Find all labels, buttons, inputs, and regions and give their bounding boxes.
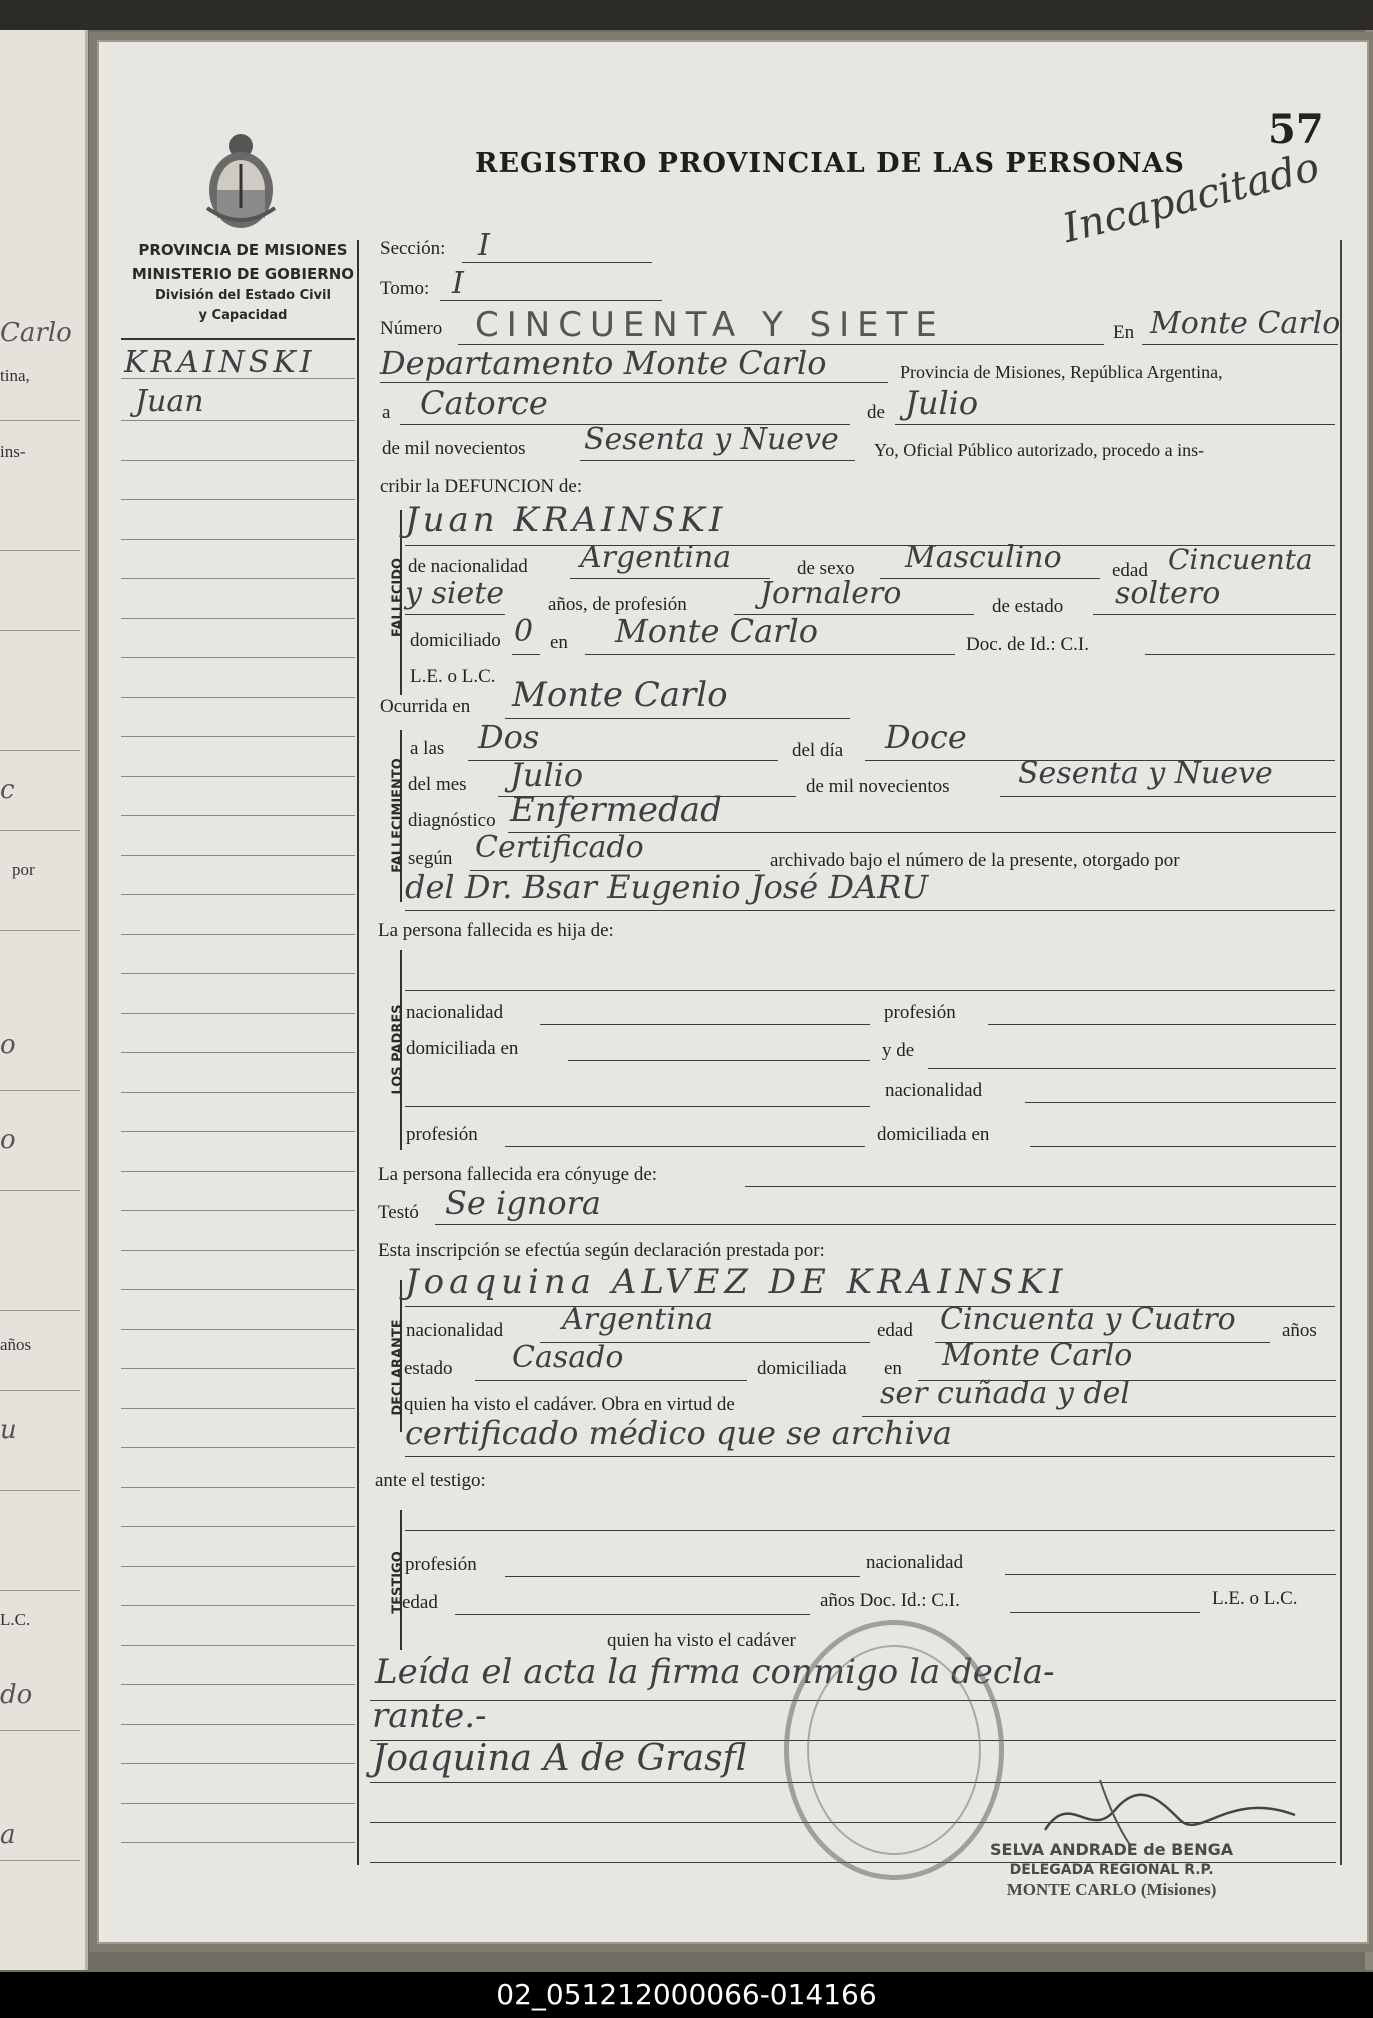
margin-ruled-line bbox=[121, 1526, 355, 1527]
medico-value: del Dr. Bsar Eugenio José DARU bbox=[405, 868, 929, 906]
edad-cont-value: y siete bbox=[405, 576, 505, 611]
left-fragment: do bbox=[0, 1680, 33, 1710]
left-rule bbox=[0, 630, 80, 631]
left-rule bbox=[0, 550, 80, 551]
left-rule bbox=[0, 1390, 80, 1391]
quien-visto-label: quien ha visto el cadáver. Obra en virtud de bbox=[404, 1394, 735, 1415]
padre-profesion-line bbox=[988, 1024, 1336, 1025]
left-fragment: años bbox=[0, 1335, 32, 1354]
sexo-label: de sexo bbox=[797, 558, 855, 579]
testigo-le-lc-label: L.E. o L.C. bbox=[1212, 1588, 1298, 1609]
margin-ruled-line bbox=[121, 1803, 355, 1804]
left-fragment: ins- bbox=[0, 442, 26, 461]
testigo-line bbox=[405, 1530, 1335, 1531]
domicilio-en-line bbox=[585, 654, 955, 655]
decl-estado-label: estado bbox=[404, 1358, 453, 1379]
margin-ruled-line bbox=[121, 1368, 355, 1369]
decl-anios-label: años bbox=[1282, 1320, 1317, 1341]
left-fragment: por bbox=[12, 860, 35, 879]
estado-label: de estado bbox=[992, 596, 1064, 617]
margin-ruled-line bbox=[121, 1447, 355, 1448]
edad-label: edad bbox=[1112, 560, 1148, 581]
de-mil-label: de mil novecientos bbox=[382, 438, 526, 459]
margin-ruled-line bbox=[121, 378, 355, 379]
de-mil2-label: de mil novecientos bbox=[806, 776, 950, 797]
mes-value: Julio bbox=[905, 384, 979, 422]
dia-value: Catorce bbox=[420, 384, 548, 422]
le-lc-label: L.E. o L.C. bbox=[410, 666, 496, 687]
margin-ruled-line bbox=[121, 736, 355, 737]
margin-top-rule bbox=[121, 338, 355, 340]
margin-ruled-line bbox=[121, 578, 355, 579]
hija-de-label: La persona fallecida es hija de: bbox=[378, 920, 614, 941]
anio-line bbox=[580, 460, 855, 461]
left-fragment: tina, bbox=[0, 366, 30, 385]
decl-domiciliada-label: domiciliada bbox=[757, 1358, 847, 1379]
left-rule bbox=[0, 1860, 80, 1861]
obra-line2 bbox=[405, 1456, 1335, 1457]
decl-edad-label: edad bbox=[877, 1320, 913, 1341]
left-fragment: o bbox=[0, 1125, 16, 1155]
margin-ruled-line bbox=[121, 815, 355, 816]
left-fragment: L.C. bbox=[0, 1610, 31, 1629]
numero-value: CINCUENTA Y SIETE bbox=[475, 305, 945, 345]
margin-ruled-line bbox=[121, 1842, 355, 1843]
declarante-value: Joaquina ALVEZ DE KRAINSKI bbox=[405, 1262, 1068, 1302]
margin-ruled-line bbox=[121, 934, 355, 935]
page-number: 57 bbox=[1268, 106, 1324, 153]
official-seal bbox=[784, 1620, 1004, 1880]
decl-estado-line bbox=[475, 1380, 747, 1381]
conyuge-line bbox=[745, 1186, 1336, 1187]
testo-value: Se ignora bbox=[445, 1184, 601, 1222]
anio-fall-value: Sesenta y Nueve bbox=[1018, 756, 1273, 791]
cierre-text2: rante.- bbox=[372, 1696, 487, 1736]
testo-label: Testó bbox=[378, 1202, 419, 1223]
margin-ruled-line bbox=[121, 1763, 355, 1764]
obra-value: ser cuñada y del bbox=[880, 1376, 1131, 1411]
en-label: En bbox=[1113, 322, 1135, 343]
padres-side-label: LOS PADRES bbox=[390, 1004, 406, 1095]
left-fragment: o bbox=[0, 1030, 16, 1060]
left-fragment: c bbox=[0, 775, 15, 805]
background-top bbox=[0, 0, 1373, 30]
margin-ruled-line bbox=[121, 1171, 355, 1172]
cierre-text1: Leída el acta la firma conmigo la decla- bbox=[375, 1652, 1055, 1692]
conyuge-label: La persona fallecida era cónyuge de: bbox=[378, 1164, 658, 1185]
margin-ruled-line bbox=[121, 499, 355, 500]
ante-testigo-label: ante el testigo: bbox=[375, 1470, 486, 1491]
mes-fall-value: Julio bbox=[510, 756, 584, 794]
tomo-line bbox=[440, 300, 662, 301]
top-annotation: Incapacitado bbox=[1058, 143, 1324, 253]
office-ministry: MINISTERIO DE GOBIERNO bbox=[131, 265, 355, 283]
official-role: DELEGADA REGIONAL R.P. bbox=[1009, 1862, 1214, 1878]
left-rule bbox=[0, 1490, 80, 1491]
margin-ruled-line bbox=[121, 1329, 355, 1330]
padre-line bbox=[405, 990, 1335, 991]
ocurrida-value: Monte Carlo bbox=[512, 675, 728, 715]
madre-line bbox=[928, 1068, 1336, 1069]
numero-label: Número bbox=[380, 318, 443, 339]
margin-ruled-line bbox=[121, 1487, 355, 1488]
padre-nacionalidad-line bbox=[540, 1024, 870, 1025]
domicilio-en-value: Monte Carlo bbox=[615, 612, 818, 650]
ocurrida-label: Ocurrida en bbox=[380, 696, 471, 717]
margin-ruled-line bbox=[121, 776, 355, 777]
madre-domicilio-label: domiciliada en bbox=[877, 1124, 990, 1145]
coat-of-arms-icon bbox=[203, 128, 279, 232]
dia-fall-value: Doce bbox=[885, 718, 967, 756]
anio-fall-line bbox=[1000, 796, 1336, 797]
margin-ruled-line bbox=[121, 460, 355, 461]
margin-ruled-line bbox=[121, 1408, 355, 1409]
madre-nacionalidad-line bbox=[1025, 1102, 1336, 1103]
left-rule bbox=[0, 1310, 80, 1311]
testigo-profesion-line bbox=[505, 1576, 860, 1577]
left-rule bbox=[0, 830, 80, 831]
inscripcion-label: Esta inscripción se efectúa según declaración prestada por: bbox=[378, 1240, 825, 1261]
madre-profesion-label: profesión bbox=[406, 1124, 478, 1145]
profesion-value: Jornalero bbox=[760, 576, 902, 611]
margin-ruled-line bbox=[121, 1289, 355, 1290]
testigo-profesion-label: profesión bbox=[405, 1554, 477, 1575]
decl-nacionalidad-value: Argentina bbox=[562, 1302, 714, 1337]
margin-ruled-line bbox=[121, 1605, 355, 1606]
page-title: REGISTRO PROVINCIAL DE LAS PERSONAS bbox=[475, 148, 1185, 179]
margin-ruled-line bbox=[121, 1052, 355, 1053]
ocurrida-line bbox=[505, 718, 850, 719]
tomo-value: I bbox=[452, 266, 464, 301]
testigo-nacionalidad-line bbox=[1005, 1574, 1336, 1575]
testo-line bbox=[435, 1224, 1336, 1225]
left-fragment: Carlo bbox=[0, 318, 72, 348]
margin-surname: KRAINSKI bbox=[124, 345, 316, 380]
margin-ruled-line bbox=[121, 1210, 355, 1211]
column-divider bbox=[357, 240, 359, 1865]
margin-ruled-line bbox=[121, 1724, 355, 1725]
testigo-doc-line bbox=[1010, 1612, 1200, 1613]
del-mes-label: del mes bbox=[408, 774, 467, 795]
decl-nacionalidad-label: nacionalidad bbox=[406, 1320, 504, 1341]
official-name: SELVA ANDRADE de BENGA bbox=[990, 1840, 1234, 1859]
margin-given-name: Juan bbox=[135, 384, 204, 419]
anio-value: Sesenta y Nueve bbox=[584, 422, 839, 457]
decl-domicilio-value: Monte Carlo bbox=[942, 1338, 1133, 1373]
diagnostico-label: diagnóstico bbox=[408, 810, 496, 831]
official-signature-scribble bbox=[1040, 1770, 1300, 1850]
nacionalidad-line bbox=[570, 578, 770, 579]
margin-ruled-line bbox=[121, 697, 355, 698]
sexo-value: Masculino bbox=[905, 540, 1062, 575]
nacionalidad-value: Argentina bbox=[580, 540, 732, 575]
margin-ruled-line bbox=[121, 1013, 355, 1014]
office-province: PROVINCIA DE MISIONES bbox=[138, 241, 348, 259]
declarante-signature: Joaquina A de Grasfl bbox=[372, 1738, 747, 1779]
margin-ruled-line bbox=[121, 657, 355, 658]
sexo-line bbox=[880, 578, 1100, 579]
domiciliado-label: domiciliado bbox=[410, 630, 501, 651]
margin-ruled-line bbox=[121, 1250, 355, 1251]
departamento-line bbox=[380, 382, 888, 383]
doc-id-line bbox=[1145, 654, 1335, 655]
margin-ruled-line bbox=[121, 618, 355, 619]
padre-domicilio-line2 bbox=[405, 1106, 870, 1107]
left-rule bbox=[0, 1590, 80, 1591]
seccion-value: I bbox=[478, 228, 490, 263]
nombre-value: Juan KRAINSKI bbox=[405, 500, 727, 540]
del-dia-label: del día bbox=[792, 740, 844, 761]
padre-nacionalidad-label: nacionalidad bbox=[406, 1002, 504, 1023]
office-division: División del Estado Civil bbox=[155, 288, 331, 303]
left-rule bbox=[0, 750, 80, 751]
office-header bbox=[118, 238, 368, 326]
a-las-label: a las bbox=[410, 738, 445, 759]
official-signature-block bbox=[990, 1840, 1233, 1900]
decl-edad-value: Cincuenta y Cuatro bbox=[940, 1302, 1236, 1337]
de-label: de bbox=[867, 402, 885, 423]
declarante-side-label: DECLARANTE bbox=[390, 1319, 406, 1416]
en-line bbox=[1142, 344, 1338, 345]
quien-visto2-label: quien ha visto el cadáver bbox=[607, 1630, 796, 1651]
domicilio-line bbox=[512, 654, 540, 655]
margin-ruled-line bbox=[121, 1131, 355, 1132]
departamento-value: Departamento Monte Carlo bbox=[380, 344, 827, 382]
left-page-edge bbox=[0, 30, 88, 1970]
madre-domicilio-line bbox=[1030, 1146, 1336, 1147]
oficial-label: Yo, Oficial Público autorizado, procedo a ins- bbox=[874, 440, 1205, 460]
en-value: Monte Carlo bbox=[1150, 306, 1341, 341]
margin-ruled-line bbox=[121, 855, 355, 856]
hora-value: Dos bbox=[478, 718, 540, 756]
domicilio-value: 0 bbox=[514, 614, 534, 649]
segun-value: Certificado bbox=[475, 830, 644, 865]
a-label: a bbox=[382, 402, 391, 423]
margin-ruled-line bbox=[121, 973, 355, 974]
testigo-nacionalidad-label: nacionalidad bbox=[866, 1552, 964, 1573]
mes-line bbox=[895, 424, 1335, 425]
inscribir-label: cribir la DEFUNCION de: bbox=[380, 476, 583, 497]
doc-id-label: Doc. de Id.: C.I. bbox=[966, 634, 1089, 655]
diagnostico-value: Enfermedad bbox=[510, 790, 722, 830]
office-capacity: y Capacidad bbox=[198, 308, 288, 323]
margin-ruled-line bbox=[121, 539, 355, 540]
image-id-footer: 02_051212000066-014166 bbox=[0, 1972, 1373, 2018]
left-rule bbox=[0, 420, 80, 421]
segun-label: según bbox=[408, 848, 453, 869]
medico-line bbox=[405, 910, 1335, 911]
edad-value: Cincuenta bbox=[1168, 543, 1313, 576]
padre-domicilio-line bbox=[568, 1060, 870, 1061]
seccion-label: Sección: bbox=[380, 238, 446, 259]
provincia-label: Provincia de Misiones, República Argentina, bbox=[900, 362, 1223, 382]
margin-ruled-line bbox=[121, 420, 355, 421]
testigo-side-label: TESTIGO bbox=[390, 1551, 406, 1614]
y-de-label: y de bbox=[882, 1040, 915, 1061]
testigo-edad-line bbox=[455, 1614, 810, 1615]
padre-profesion-label: profesión bbox=[884, 1002, 956, 1023]
left-rule bbox=[0, 930, 80, 931]
right-border bbox=[1340, 240, 1342, 1865]
margin-ruled-line bbox=[121, 1566, 355, 1567]
testigo-doc-label: años Doc. Id.: C.I. bbox=[820, 1590, 960, 1611]
profesion-label: años, de profesión bbox=[548, 594, 687, 615]
estado-line bbox=[1093, 614, 1336, 615]
margin-ruled-line bbox=[121, 1684, 355, 1685]
madre-profesion-line bbox=[505, 1146, 865, 1147]
margin-ruled-line bbox=[121, 1092, 355, 1093]
left-fragment: u bbox=[0, 1415, 17, 1445]
domicilio-en-label: en bbox=[550, 632, 568, 653]
nacionalidad-label: de nacionalidad bbox=[408, 556, 528, 577]
estado-value: soltero bbox=[1115, 576, 1221, 611]
edad-cont-line bbox=[405, 614, 505, 615]
left-rule bbox=[0, 1090, 80, 1091]
tomo-label: Tomo: bbox=[380, 278, 430, 299]
margin-ruled-line bbox=[121, 1645, 355, 1646]
left-rule bbox=[0, 1190, 80, 1191]
left-rule bbox=[0, 1730, 80, 1731]
archivado-label: archivado bajo el número de la presente, otorgado por bbox=[770, 850, 1180, 871]
fallecido-side-label: FALLECIDO bbox=[390, 557, 406, 638]
obra-value2: certificado médico que se archiva bbox=[405, 1414, 952, 1452]
left-fragment: a bbox=[0, 1820, 16, 1850]
margin-ruled-line bbox=[121, 894, 355, 895]
decl-estado-value: Casado bbox=[512, 1340, 624, 1375]
decl-en-label: en bbox=[884, 1358, 902, 1379]
fallecimiento-side-label: FALLECIMIENTO bbox=[390, 758, 406, 873]
padre-domicilio-label: domiciliada en bbox=[406, 1038, 519, 1059]
madre-nacionalidad-label: nacionalidad bbox=[885, 1080, 983, 1101]
seccion-line bbox=[462, 262, 652, 263]
testigo-edad-label: edad bbox=[402, 1592, 438, 1613]
official-place: MONTE CARLO (Misiones) bbox=[1006, 1880, 1217, 1899]
